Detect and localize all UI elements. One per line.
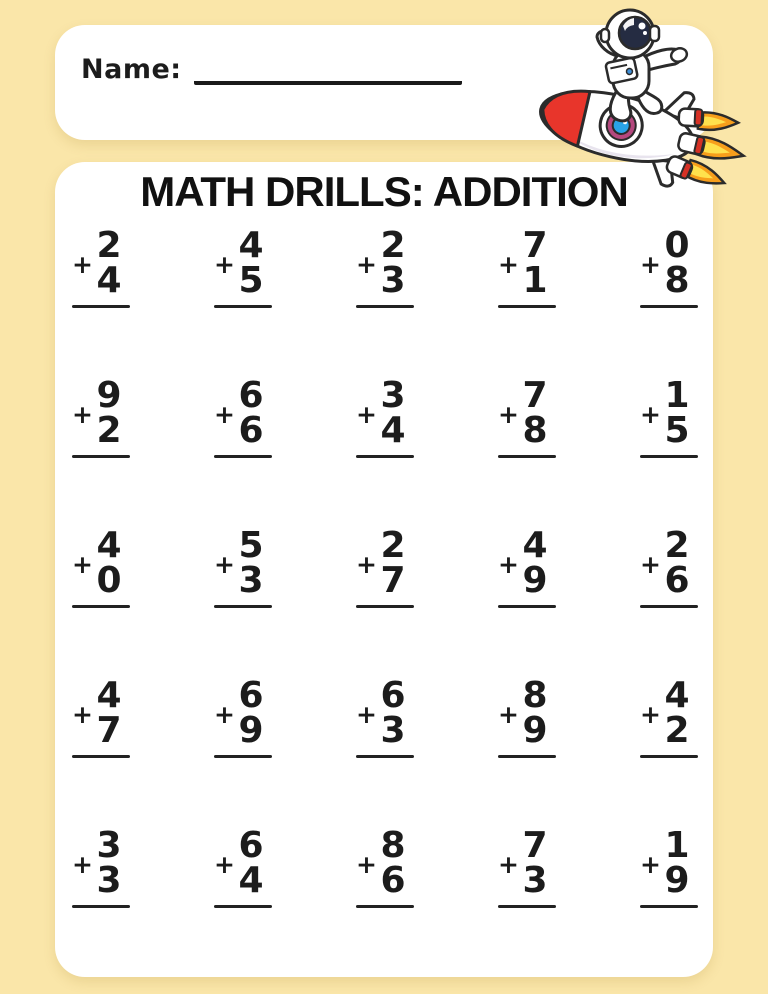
answer-line[interactable] [498,605,556,608]
addition-problem [498,226,556,376]
addend-bottom: 3 [522,860,548,901]
answer-line[interactable] [214,305,272,308]
addend-bottom: 1 [522,260,548,301]
addend-bottom: 4 [238,860,264,901]
addend-bottom: 8 [664,260,690,301]
addend-bottom: 6 [664,560,690,601]
page-title: MATH DRILLS: ADDITION [140,168,628,215]
addend-top: 4 [664,675,690,716]
addend-bottom: 9 [522,560,548,601]
addition-problem [214,226,272,376]
addend-top: 8 [522,675,548,716]
addition-problem [214,826,272,976]
plus-operator: + [214,250,235,279]
addend-top: 3 [380,375,406,416]
plus-operator: + [640,400,661,429]
addend-top: 4 [522,525,548,566]
addend-bottom: 3 [96,860,122,901]
addend-bottom: 2 [664,710,690,751]
addend-top: 4 [238,225,264,266]
answer-line[interactable] [72,905,130,908]
addend-top: 1 [664,825,690,866]
answer-line[interactable] [214,905,272,908]
plus-operator: + [356,250,377,279]
addend-bottom: 3 [238,560,264,601]
astronaut-rocket-icon [528,6,728,211]
plus-operator: + [356,400,377,429]
addend-top: 0 [664,225,690,266]
addend-bottom: 9 [664,860,690,901]
addend-bottom: 0 [96,560,122,601]
addition-problem [214,376,272,526]
addend-top: 8 [380,825,406,866]
answer-line[interactable] [72,305,130,308]
addend-bottom: 9 [238,710,264,751]
worksheet-card [55,162,713,977]
plus-operator: + [640,250,661,279]
addend-bottom: 3 [380,710,406,751]
plus-operator: + [214,850,235,879]
addend-bottom: 9 [522,710,548,751]
addition-problem [640,526,698,676]
plus-operator: + [214,400,235,429]
answer-line[interactable] [640,755,698,758]
addend-top: 3 [96,825,122,866]
plus-operator: + [72,550,93,579]
addition-problem [640,676,698,826]
addend-bottom: 7 [380,560,406,601]
plus-operator: + [498,550,519,579]
addition-problem [356,226,414,376]
addition-problem [72,826,130,976]
answer-line[interactable] [72,605,130,608]
addition-problem [640,226,698,376]
answer-line[interactable] [640,905,698,908]
addend-top: 5 [238,525,264,566]
answer-line[interactable] [498,455,556,458]
addend-top: 7 [522,825,548,866]
addend-bottom: 6 [380,860,406,901]
addend-top: 2 [380,225,406,266]
plus-operator: + [640,550,661,579]
addition-problem [498,526,556,676]
answer-line[interactable] [356,305,414,308]
plus-operator: + [72,850,93,879]
addition-problem [640,826,698,976]
addition-problem [214,526,272,676]
addition-problem [498,826,556,976]
addend-top: 7 [522,375,548,416]
addend-top: 7 [522,225,548,266]
answer-line[interactable] [72,455,130,458]
plus-operator: + [498,400,519,429]
addend-bottom: 2 [96,410,122,451]
answer-line[interactable] [214,605,272,608]
addend-top: 2 [96,225,122,266]
addend-top: 6 [238,675,264,716]
addend-top: 6 [380,675,406,716]
addend-bottom: 5 [238,260,264,301]
plus-operator: + [356,700,377,729]
name-label: Name: [81,54,182,85]
addend-bottom: 7 [96,710,122,751]
plus-operator: + [498,250,519,279]
addition-problem [640,376,698,526]
name-input-line[interactable] [194,59,462,85]
answer-line[interactable] [640,605,698,608]
addition-problem [72,376,130,526]
answer-line[interactable] [356,755,414,758]
plus-operator: + [498,700,519,729]
addition-problem [356,526,414,676]
answer-line[interactable] [214,455,272,458]
addition-problem [356,826,414,976]
addition-problem [356,676,414,826]
addition-problem [72,226,130,376]
answer-line[interactable] [640,455,698,458]
addition-problem [356,376,414,526]
addend-bottom: 4 [96,260,122,301]
plus-operator: + [72,400,93,429]
answer-line[interactable] [498,755,556,758]
answer-line[interactable] [640,305,698,308]
addend-bottom: 5 [664,410,690,451]
answer-line[interactable] [498,305,556,308]
plus-operator: + [214,550,235,579]
plus-operator: + [640,850,661,879]
plus-operator: + [72,250,93,279]
addend-bottom: 3 [380,260,406,301]
addend-top: 6 [238,825,264,866]
addition-problem [498,376,556,526]
answer-line[interactable] [214,755,272,758]
addend-top: 4 [96,675,122,716]
answer-line[interactable] [356,905,414,908]
astronaut-rocket-illustration [528,6,728,211]
addition-problem [72,526,130,676]
addend-bottom: 8 [522,410,548,451]
answer-line[interactable] [72,755,130,758]
answer-line[interactable] [498,905,556,908]
addition-problem [72,676,130,826]
addend-top: 6 [238,375,264,416]
addend-top: 2 [664,525,690,566]
addend-top: 9 [96,375,122,416]
addition-problem [498,676,556,826]
problems-grid [55,226,713,976]
plus-operator: + [356,550,377,579]
addend-top: 2 [380,525,406,566]
plus-operator: + [498,850,519,879]
addition-problem [214,676,272,826]
answer-line[interactable] [356,455,414,458]
addend-bottom: 4 [380,410,406,451]
addend-top: 1 [664,375,690,416]
plus-operator: + [356,850,377,879]
addend-top: 4 [96,525,122,566]
plus-operator: + [640,700,661,729]
addend-bottom: 6 [238,410,264,451]
plus-operator: + [214,700,235,729]
plus-operator: + [72,700,93,729]
answer-line[interactable] [356,605,414,608]
